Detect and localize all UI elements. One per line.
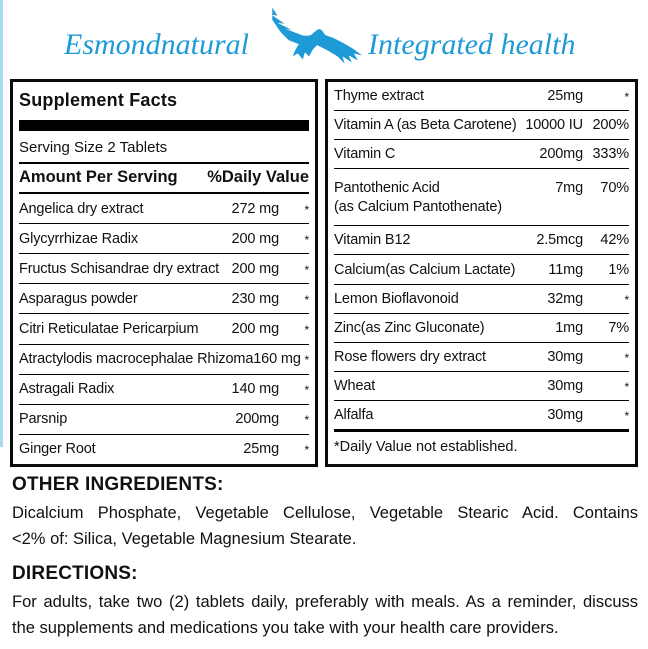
table-row — [334, 342, 629, 371]
ingredient-daily-value: * — [304, 383, 309, 398]
ingredient-name: Glycyrrhizae Radix — [19, 230, 138, 247]
ingredient-amount: 200 mg — [231, 320, 279, 337]
page-edge-stripe — [0, 0, 3, 447]
other-ingredients-body — [12, 500, 638, 552]
ingredient-daily-value: * — [624, 90, 629, 105]
ingredient-daily-value: * — [304, 322, 309, 337]
ingredient-name: Zinc(as Zinc Gluconate) — [334, 319, 485, 336]
ingredient-daily-value: * — [304, 262, 309, 277]
ingredient-amount: 200mg — [539, 146, 583, 163]
table-row — [19, 404, 309, 434]
table-row — [334, 371, 629, 400]
column-header-amount: Amount Per Serving — [19, 168, 178, 186]
ingredient-daily-value: 70% — [600, 179, 629, 196]
ingredient-amount: 10000 IU — [525, 117, 583, 134]
ingredient-amount: 140 mg — [231, 381, 279, 398]
ingredient-amount: 2.5mcg — [536, 232, 583, 249]
ingredient-daily-value: 1% — [608, 261, 629, 278]
paragraph-line: the supplements and medications you take with your health care providers. — [12, 619, 559, 637]
table-row — [19, 344, 309, 374]
table-row — [19, 253, 309, 283]
ingredient-rows-right — [334, 82, 629, 429]
directions-body — [12, 589, 638, 641]
ingredient-daily-value: * — [304, 413, 309, 428]
ingredient-daily-value: * — [304, 202, 309, 217]
table-row — [19, 374, 309, 404]
ingredient-daily-value: * — [304, 232, 309, 247]
ingredient-amount: 160 mg — [253, 351, 301, 368]
ingredient-amount: 200 mg — [231, 260, 279, 277]
ingredient-rows-left — [19, 194, 309, 464]
ingredient-amount: 32mg — [547, 290, 583, 307]
table-row — [19, 313, 309, 343]
table-row — [334, 168, 629, 225]
supplement-facts-title: Supplement Facts — [19, 90, 178, 110]
table-row — [19, 194, 309, 223]
ingredient-name: Alfalfa — [334, 406, 374, 423]
ingredient-amount: 200mg — [235, 411, 279, 428]
ingredient-name: Asparagus powder — [19, 290, 138, 307]
table-row — [334, 139, 629, 168]
table-row — [334, 284, 629, 313]
ingredient-daily-value: 333% — [592, 146, 629, 163]
daily-value-footnote: *Daily Value not established. — [334, 429, 629, 464]
ingredient-daily-value: * — [304, 443, 309, 458]
ingredient-name: Astragali Radix — [19, 381, 115, 398]
brand-name-left: Esmondnatural — [64, 28, 250, 61]
ingredient-amount: 30mg — [547, 406, 583, 423]
directions-section — [12, 563, 638, 641]
paragraph-line: <2% of: Silica, Vegetable Magnesium Stearate. — [12, 530, 357, 548]
supplement-facts-panel-right — [325, 79, 638, 467]
ingredient-name: Fructus Schisandrae dry extract — [19, 260, 220, 277]
ingredient-name: Thyme extract — [334, 88, 424, 105]
ingredient-name: Citri Reticulatae Pericarpium — [19, 320, 199, 337]
column-header-daily-value: %Daily Value — [207, 168, 309, 186]
other-ingredients-heading: OTHER INGREDIENTS: — [12, 474, 224, 495]
paragraph-line: Dicalcium Phosphate, Vegetable Cellulose, Vegetable Stearic Acid. Contains — [12, 504, 638, 522]
ingredient-amount: 30mg — [547, 348, 583, 365]
ingredient-name: Ginger Root — [19, 441, 96, 458]
paragraph-line: For adults, take two (2) tablets daily, preferably with meals. As a reminder, discuss — [12, 593, 638, 611]
ingredient-amount: 30mg — [547, 377, 583, 394]
table-row — [334, 110, 629, 139]
eagle-logo-icon — [258, 7, 364, 65]
ingredient-amount: 230 mg — [231, 290, 279, 307]
ingredient-daily-value: * — [624, 379, 629, 394]
ingredient-daily-value: 7% — [608, 319, 629, 336]
ingredient-name: Rose flowers dry extract — [334, 348, 486, 365]
ingredient-name: Angelica dry extract — [19, 200, 144, 217]
ingredient-daily-value: 200% — [592, 117, 629, 134]
ingredient-name: Vitamin A (as Beta Carotene) — [334, 117, 517, 134]
ingredient-amount: 25mg — [243, 441, 279, 458]
directions-heading: DIRECTIONS: — [12, 563, 138, 584]
table-row — [334, 82, 629, 110]
ingredient-name: Parsnip — [19, 411, 68, 428]
table-row — [334, 400, 629, 429]
ingredient-amount: 272 mg — [231, 200, 279, 217]
table-row — [334, 313, 629, 342]
ingredient-amount: 1mg — [555, 319, 583, 336]
ingredient-daily-value: 42% — [600, 232, 629, 249]
other-ingredients-section — [12, 474, 638, 552]
table-row — [19, 434, 309, 464]
ingredient-amount: 7mg — [555, 179, 583, 196]
table-row — [19, 223, 309, 253]
ingredient-daily-value: * — [304, 292, 309, 307]
ingredient-name: Atractylodis macrocephalae Rhizoma — [19, 351, 254, 368]
ingredient-daily-value: * — [624, 292, 629, 307]
ingredient-amount: 200 mg — [231, 230, 279, 247]
ingredient-amount: 11mg — [548, 261, 583, 278]
thick-divider-bar — [19, 120, 309, 131]
ingredient-name: Vitamin B12 — [334, 232, 411, 249]
table-row — [334, 225, 629, 254]
ingredient-name: Lemon Bioflavonoid — [334, 290, 459, 307]
ingredient-daily-value: * — [624, 350, 629, 365]
supplement-facts-panel-left — [10, 79, 318, 467]
ingredient-amount: 25mg — [547, 88, 583, 105]
ingredient-name-line2: (as Calcium Pantothenate) — [334, 198, 502, 215]
ingredient-name: Pantothenic Acid — [334, 179, 440, 196]
serving-size: Serving Size 2 Tablets — [19, 131, 309, 164]
ingredient-name: Calcium(as Calcium Lactate) — [334, 261, 516, 278]
ingredient-name: Wheat — [334, 377, 376, 394]
table-header-row — [19, 164, 309, 194]
ingredient-daily-value: * — [624, 408, 629, 423]
brand-name-right: Integrated health — [368, 28, 576, 61]
table-row — [334, 254, 629, 283]
ingredient-name: Vitamin C — [334, 146, 396, 163]
table-row — [19, 283, 309, 313]
ingredient-daily-value: * — [304, 353, 309, 368]
